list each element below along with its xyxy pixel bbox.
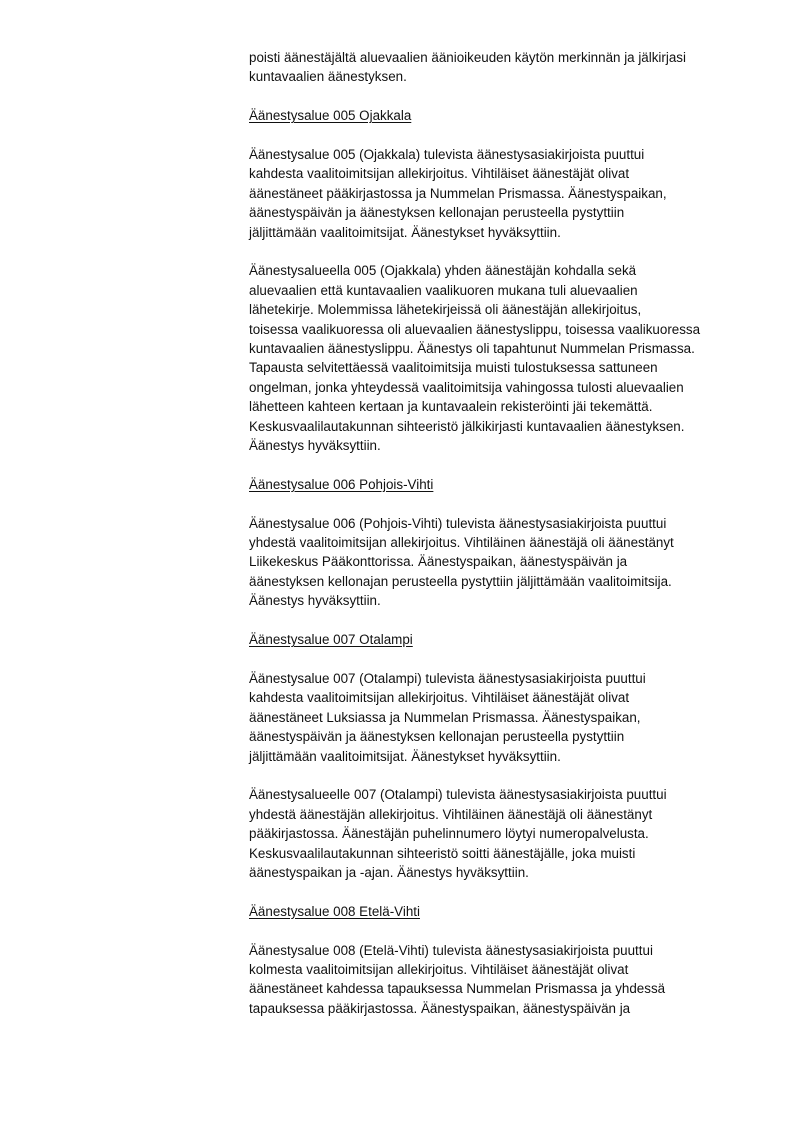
text-line: äänestyksen kellonajan perusteella pystyttiin jäljittämään vaalitoimitsija. bbox=[249, 573, 672, 589]
text-line: jäljittämään vaalitoimitsijat. Äänestykset hyväksyttiin. bbox=[249, 224, 561, 240]
text-line: tapauksessa pääkirjastossa. Äänestyspaikan, äänestyspäivän ja bbox=[249, 1000, 631, 1016]
text-line: Äänestysalue 006 (Pohjois-Vihti) tulevista äänestysasiakirjoista puuttui bbox=[249, 515, 667, 531]
text-line: kolmesta vaalitoimitsijan allekirjoitus. Vihtiläiset äänestäjät olivat bbox=[249, 961, 629, 977]
text-line: lähetteen kahteen kertaan ja kuntavaalein rekisteröinti jäi tekemättä. bbox=[249, 399, 653, 415]
text-line: yhdestä äänestäjän allekirjoitus. Vihtiläinen äänestäjä oli äänestänyt bbox=[249, 806, 653, 822]
text-line: yhdestä vaalitoimitsijan allekirjoitus. Vihtiläinen äänestäjä oli äänestänyt bbox=[249, 535, 674, 551]
section-008-paragraph-1 bbox=[249, 941, 749, 1019]
section-006-paragraph-1 bbox=[249, 514, 749, 611]
text-line: lähetekirje. Molemmissa lähetekirjeissä oli äänestäjän allekirjoitus, bbox=[249, 302, 642, 318]
section-007-paragraph-1 bbox=[249, 669, 749, 766]
text-line: pääkirjastossa. Äänestäjän puhelinnumero löytyi numeropalvelusta. bbox=[249, 826, 649, 842]
section-heading-005: Äänestysalue 005 Ojakkala bbox=[249, 108, 412, 124]
section-heading-006: Äänestysalue 006 Pohjois-Vihti bbox=[249, 476, 434, 492]
section-heading-008: Äänestysalue 008 Etelä-Vihti bbox=[249, 903, 420, 919]
text-line: Äänestysalue 005 (Ojakkala) tulevista äänestysasiakirjoista puuttui bbox=[249, 147, 645, 162]
section-heading-007: Äänestysalue 007 Otalampi bbox=[249, 632, 413, 648]
text-line: kahdesta vaalitoimitsijan allekirjoitus. Vihtiläiset äänestäjät olivat bbox=[249, 690, 630, 706]
section-005-paragraph-1 bbox=[249, 145, 749, 242]
text-line: Äänestysalueella 005 (Ojakkala) yhden äänestäjän kohdalla sekä bbox=[249, 263, 637, 279]
section-007-paragraph-2 bbox=[249, 785, 749, 882]
text-line: kahdesta vaalitoimitsijan allekirjoitus. Vihtiläiset äänestäjät olivat bbox=[249, 166, 630, 182]
text-line: aluevaalien että kuntavaalien vaalikuoren mukana tuli aluevaalien bbox=[249, 282, 638, 298]
text-line: äänestäneet kahdessa tapauksessa Nummelan Prismassa ja yhdessä bbox=[249, 981, 666, 997]
intro-paragraph bbox=[249, 48, 749, 87]
text-line: äänestyspäivän ja äänestyksen kellonajan perusteella pystyttiin bbox=[249, 205, 625, 221]
text-line: äänestäneet Luksiassa ja Nummelan Prismassa. Äänestyspaikan, bbox=[249, 709, 641, 725]
text-line: Keskusvaalilautakunnan sihteeristö soitti äänestäjälle, joka muisti bbox=[249, 845, 636, 861]
text-line: Keskusvaalilautakunnan sihteeristö jälkikirjasti kuntavaalien äänestyksen. bbox=[249, 418, 685, 434]
text-line: Äänestysalue 008 (Etelä-Vihti) tulevista äänestysasiakirjoista puuttui bbox=[249, 942, 653, 958]
text-line: jäljittämään vaalitoimitsijat. Äänestykset hyväksyttiin. bbox=[249, 748, 561, 764]
text-line: poisti äänestäjältä aluevaalien äänioikeuden käytön merkinnän ja jälkirjasi bbox=[249, 50, 686, 65]
text-line: Äänestysalueelle 007 (Otalampi) tulevista äänestysasiakirjoista puuttui bbox=[249, 787, 667, 803]
section-005-paragraph-2 bbox=[249, 261, 749, 455]
text-line: äänestyspäivän ja äänestyksen kellonajan perusteella pystyttiin bbox=[249, 729, 625, 745]
text-line: Tapausta selvitettäessä vaalitoimitsija muisti tulostuksessa sattuneen bbox=[249, 360, 658, 376]
text-line: Äänestys hyväksyttiin. bbox=[249, 593, 381, 609]
text-line: Liikekeskus Pääkonttorissa. Äänestyspaikan, äänestyspäivän ja bbox=[249, 554, 628, 570]
text-line: toisessa vaalikuoressa oli aluevaalien äänestyslippu, toisessa vaalikuoressa bbox=[249, 321, 701, 337]
text-line: Äänestys hyväksyttiin. bbox=[249, 438, 381, 454]
text-line: Äänestysalue 007 (Otalampi) tulevista äänestysasiakirjoista puuttui bbox=[249, 670, 646, 686]
text-line: kuntavaalien äänestyksen. bbox=[249, 69, 407, 85]
text-line: ongelman, jonka yhteydessä vaalitoimitsija vahingossa tulosti aluevaalien bbox=[249, 379, 684, 395]
document-page bbox=[249, 48, 749, 1038]
text-line: kuntavaalien äänestyslippu. Äänestys oli tapahtunut Nummelan Prismassa. bbox=[249, 341, 695, 357]
text-line: äänestyspaikan ja -ajan. Äänestys hyväksyttiin. bbox=[249, 864, 529, 880]
text-line: äänestäneet pääkirjastossa ja Nummelan Prismassa. Äänestyspaikan, bbox=[249, 185, 667, 201]
